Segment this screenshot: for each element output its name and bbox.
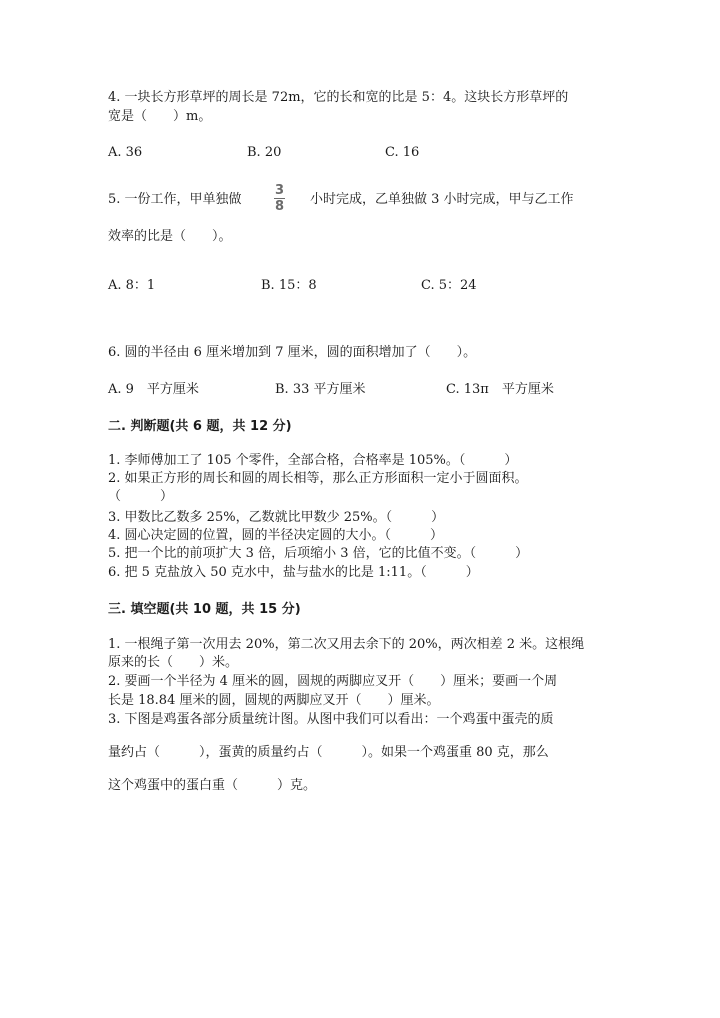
q4-option-c: C. 16 bbox=[385, 145, 420, 160]
section3-item: 这个鸡蛋中的蛋白重（ ）克。 bbox=[108, 778, 317, 793]
q6-option-c: C. 13π 平方厘米 bbox=[446, 382, 554, 397]
q4-line1: 4. 一块长方形草坪的周长是 72m，它的长和宽的比是 5：4。这块长方形草坪的 bbox=[108, 90, 569, 105]
q5-option-b: B. 15：8 bbox=[261, 278, 317, 293]
q4-option-a: A. 36 bbox=[108, 145, 143, 160]
q5-option-c: C. 5：24 bbox=[421, 278, 477, 293]
section3-item: 长是 18.84 厘米的圆，圆规的两脚应叉开（ ）厘米。 bbox=[108, 693, 440, 708]
q5-fraction bbox=[274, 184, 285, 213]
q6-line1: 6. 圆的半径由 6 厘米增加到 7 厘米，圆的面积增加了（ ）。 bbox=[108, 345, 477, 360]
q4-option-b: B. 20 bbox=[247, 145, 282, 160]
section3-item: 3. 下图是鸡蛋各部分质量统计图。从图中我们可以看出：一个鸡蛋中蛋壳的质 bbox=[108, 712, 554, 727]
section2-item: 1. 李师傅加工了 105 个零件，全部合格，合格率是 105%。（ ） bbox=[108, 453, 518, 468]
q4-line2: 宽是（ ）m。 bbox=[108, 109, 212, 124]
q5-option-a: A. 8：1 bbox=[108, 278, 156, 293]
q5-prefix: 5. 一份工作，甲单独做 bbox=[108, 192, 242, 207]
q6-option-b: B. 33 平方厘米 bbox=[275, 382, 366, 397]
section3-item: 量约占（ ），蛋黄的质量约占（ ）。如果一个鸡蛋重 80 克，那么 bbox=[108, 745, 549, 760]
section2-item: （ ） bbox=[108, 489, 174, 504]
section2-item: 4. 圆心决定圆的位置，圆的半径决定圆的大小。（ ） bbox=[108, 528, 444, 543]
section3-title: 三. 填空题(共 10 题，共 15 分) bbox=[108, 602, 301, 617]
section2-item: 2. 如果正方形的周长和圆的周长相等，那么正方形面积一定小于圆面积。 bbox=[108, 471, 528, 486]
section2-title: 二. 判断题(共 6 题，共 12 分) bbox=[108, 419, 292, 434]
q6-option-a: A. 9 平方厘米 bbox=[108, 382, 199, 397]
q5-suffix: 小时完成，乙单独做 3 小时完成，甲与乙工作 bbox=[310, 192, 574, 207]
q5-line2: 效率的比是（ ）。 bbox=[108, 229, 232, 244]
section3-item: 1. 一根绳子第一次用去 20%，第二次又用去余下的 20%，两次相差 2 米。这根绳 bbox=[108, 637, 585, 652]
section3-item: 2. 要画一个半径为 4 厘米的圆，圆规的两脚应叉开（ ）厘米；要画一个周 bbox=[108, 674, 558, 689]
fraction-denominator: 8 bbox=[274, 199, 285, 214]
section2-item: 5. 把一个比的前项扩大 3 倍，后项缩小 3 倍，它的比值不变。（ ） bbox=[108, 546, 529, 561]
section2-item: 6. 把 5 克盐放入 50 克水中，盐与盐水的比是 1:11。（ ） bbox=[108, 565, 479, 580]
section2-item: 3. 甲数比乙数多 25%，乙数就比甲数少 25%。（ ） bbox=[108, 510, 445, 525]
fraction-numerator: 3 bbox=[274, 183, 285, 198]
section3-item: 原来的长（ ）米。 bbox=[108, 655, 239, 670]
